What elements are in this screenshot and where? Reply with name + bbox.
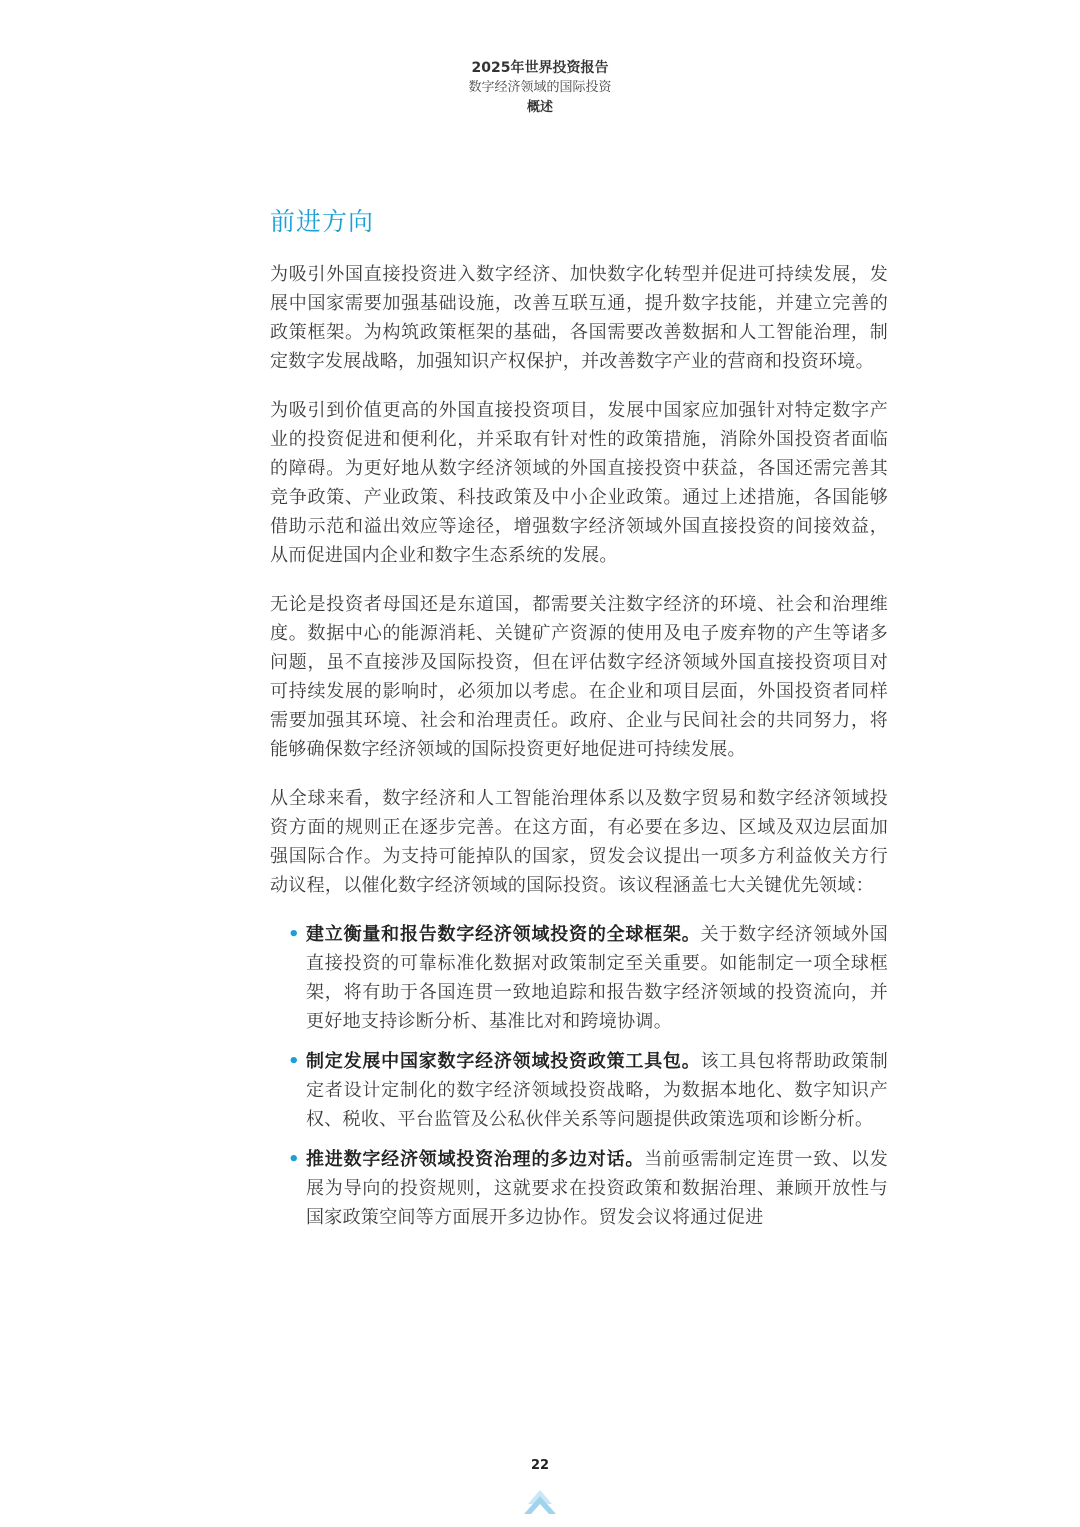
bullet-lead: 建立衡量和报告数字经济领域投资的全球框架。: [306, 924, 701, 945]
bullet-text: 当前亟需制定连贯一致、以发展为导向的投资规则，这就要求在投资政策和数据治理、兼顾开放性与国家政策空间等方面展开多边协作。贸发会议将通过促进: [306, 1149, 888, 1228]
chevron-up-icon[interactable]: [522, 1484, 558, 1518]
chapter-title: 概述: [526, 100, 553, 115]
running-header: [0, 58, 1080, 118]
paragraph-2: 为吸引到价值更高的外国直接投资项目，发展中国家应加强针对特定数字产业的投资促进和便利化，并采取有针对性的政策措施，消除外国投资者面临的障碍。为更好地从数字经济领域的外国直接投资中获益，各国还需完善其竞争政策、产业政策、科技政策及中小企业政策。通过上述措施，各国能够借助示范和溢出效应等途径，增强数字经济领域外国直接投资的间接效益，从而促进国内企业和数字生态系统的发展。: [270, 400, 888, 566]
page-number: 22: [530, 1458, 550, 1473]
bullet-text: 该工具包将帮助政策制定者设计定制化的数字经济领域投资战略，为数据本地化、数字知识产权、税收、平台监管及公私伙伴关系等问题提供政策选项和诊断分析。: [306, 1051, 888, 1130]
bullet-text: 关于数字经济领域外国直接投资的可靠标准化数据对政策制定至关重要。如能制定一项全球框架，将有助于各国连贯一致地追踪和报告数字经济领域的投资流向，并更好地支持诊断分析、基准比对和跨境协调。: [306, 924, 888, 1032]
priority-list: [270, 920, 888, 1232]
paragraph-1: 为吸引外国直接投资进入数字经济、加快数字化转型并促进可持续发展，发展中国家需要加强基础设施，改善互联互通，提升数字技能，并建立完善的政策框架。为构筑政策框架的基础，各国需要改善数据和人工智能治理，制定数字发展战略，加强知识产权保护，并改善数字产业的营商和投资环境。: [270, 264, 888, 372]
list-item: [270, 1145, 888, 1232]
bullet-lead: 推进数字经济领域投资治理的多边对话。: [306, 1149, 645, 1170]
paragraph-3: 无论是投资者母国还是东道国，都需要关注数字经济的环境、社会和治理维度。数据中心的能源消耗、关键矿产资源的使用及电子废弃物的产生等诸多问题，虽不直接涉及国际投资，但在评估数字经济领域外国直接投资项目对可持续发展的影响时，必须加以考虑。在企业和项目层面，外国投资者同样需要加强其环境、社会和治理责任。政府、企业与民间社会的共同努力，将能够确保数字经济领域的国际投资更好地促进可持续发展。: [270, 594, 888, 760]
list-item: [270, 920, 888, 1036]
paragraph-4: 从全球来看，数字经济和人工智能治理体系以及数字贸易和数字经济领域投资方面的规则正在逐步完善。在这方面，有必要在多边、区域及双边层面加强国际合作。为支持可能掉队的国家，贸发会议提出一项多方利益攸关方行动议程，以催化数字经济领域的国际投资。该议程涵盖七大关键优先领域：: [270, 788, 888, 896]
body-content: [270, 260, 888, 1243]
report-title: 2025年世界投资报告: [471, 60, 609, 76]
list-item: [270, 1047, 888, 1134]
chevron-up-icon-graphic: [522, 1484, 558, 1518]
bullet-icon: •: [288, 1051, 300, 1072]
bullet-icon: •: [288, 924, 300, 945]
report-subtitle: 数字经济领域的国际投资: [468, 80, 612, 95]
section-title: 前进方向: [270, 207, 375, 236]
bullet-icon: •: [288, 1149, 300, 1170]
bullet-lead: 制定发展中国家数字经济领域投资政策工具包。: [306, 1051, 701, 1072]
